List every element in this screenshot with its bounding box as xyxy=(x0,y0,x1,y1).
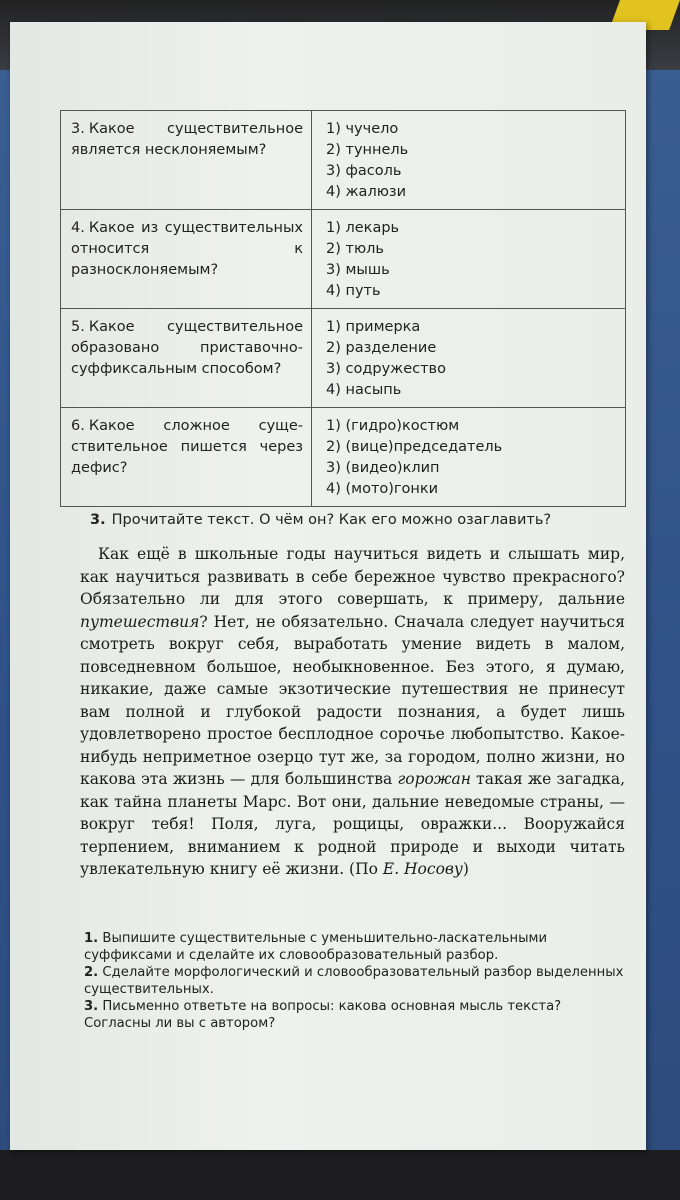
option: 2) тюль xyxy=(326,241,384,257)
option: 4) насыпь xyxy=(326,382,402,398)
quiz-table xyxy=(60,110,626,507)
author-name: Е. Носову xyxy=(382,860,463,878)
question-number: 5. xyxy=(71,319,85,335)
highlighted-word: горожан xyxy=(397,770,471,788)
option: 1) примерка xyxy=(326,319,421,335)
question-number: 3. xyxy=(71,121,85,137)
option: 3) фасоль xyxy=(326,163,402,179)
text-segment: Как ещё в школьные годы научиться видеть и слышать мир, как научиться развивать в себе бережное чувство прекрасного? Обязательно ли для этого совершать, к примеру, дальние xyxy=(80,545,625,608)
assignment-text: Сделайте морфологический и словообразовательный разбор выделенных существительных. xyxy=(84,965,624,997)
options-cell xyxy=(312,210,626,309)
assignment-number: 1. xyxy=(84,931,99,946)
options-cell xyxy=(312,111,626,210)
question-text: Какое из существительных относится к разносклоняемым? xyxy=(71,220,303,278)
reading-text xyxy=(80,543,625,881)
assignment-text: Письменно ответьте на вопросы: какова основная мысль текста? Согласны ли вы с автором? xyxy=(84,999,562,1031)
option: 1) (гидро)костюм xyxy=(326,418,460,434)
text-segment: такая же загадка, как тайна планеты Марс. Вот они, дальние неведомые страны, — вокруг тебя! Поля, луга, рощицы, овражки... Вооружайся терпением, вниманием к родной природе и выходи читать увлекательную книгу её жизни. (По xyxy=(80,770,625,878)
assignment-number: 2. xyxy=(84,965,99,980)
table-row xyxy=(61,111,626,210)
option: 3) мышь xyxy=(326,262,390,278)
option: 1) чучело xyxy=(326,121,399,137)
question-cell xyxy=(61,111,312,210)
assignments-list xyxy=(84,930,624,1032)
assignment-item xyxy=(84,930,624,964)
table-row xyxy=(61,309,626,408)
question-text: Какое сложное существительное пишется через дефис? xyxy=(71,418,303,476)
option: 2) туннель xyxy=(326,142,409,158)
options-cell xyxy=(312,408,626,507)
question-number: 4. xyxy=(71,220,85,236)
assignment-item xyxy=(84,998,624,1032)
text-segment: ? Нет, не обязательно. Сначала следует научиться смотреть вокруг себя, выработать умение видеть в малом, повседневном большое, необыкновенное. Без этого, я думаю, никакие, даже самые экзотические путешествия не принесут вам полной и глубокой радости познания, а будет лишь удовлетворено простое бесплодное сорочье любопытство. Какое-нибудь неприметное озерцо тут же, за городом, полно жизни, но какова эта жизнь — для большинства xyxy=(80,612,625,788)
question-cell xyxy=(61,408,312,507)
table-row xyxy=(61,408,626,507)
table-surface xyxy=(0,1150,680,1200)
option: 1) лекарь xyxy=(326,220,400,236)
options-cell xyxy=(312,309,626,408)
assignment-number: 3. xyxy=(84,999,99,1014)
exercise-number: 3. xyxy=(90,512,106,528)
option: 4) путь xyxy=(326,283,381,299)
question-text: Какое существительное образовано приставочно-суффиксальным способом? xyxy=(71,319,303,377)
question-cell xyxy=(61,309,312,408)
option: 3) (видео)клип xyxy=(326,460,440,476)
option: 3) содружество xyxy=(326,361,446,377)
table-row xyxy=(61,210,626,309)
highlighted-word: путешествия xyxy=(80,612,200,631)
question-number: 6. xyxy=(71,418,85,434)
option: 4) (мото)гонки xyxy=(326,481,439,497)
text-segment: ) xyxy=(462,860,469,878)
question-text: Какое существительное является несклоняемым? xyxy=(71,121,303,158)
option: 2) (вице)председатель xyxy=(326,439,503,455)
option: 4) жалюзи xyxy=(326,184,407,200)
exercise-heading xyxy=(90,512,630,528)
question-cell xyxy=(61,210,312,309)
assignment-item xyxy=(84,964,624,998)
option: 2) разделение xyxy=(326,340,437,356)
text-paragraph xyxy=(80,543,625,881)
exercise-instruction: Прочитайте текст. О чём он? Как его можно озаглавить? xyxy=(111,512,552,528)
assignment-text: Выпишите существительные с уменьшительно-ласкательными суффиксами и сделайте их словообразовательный разбор. xyxy=(84,931,548,963)
